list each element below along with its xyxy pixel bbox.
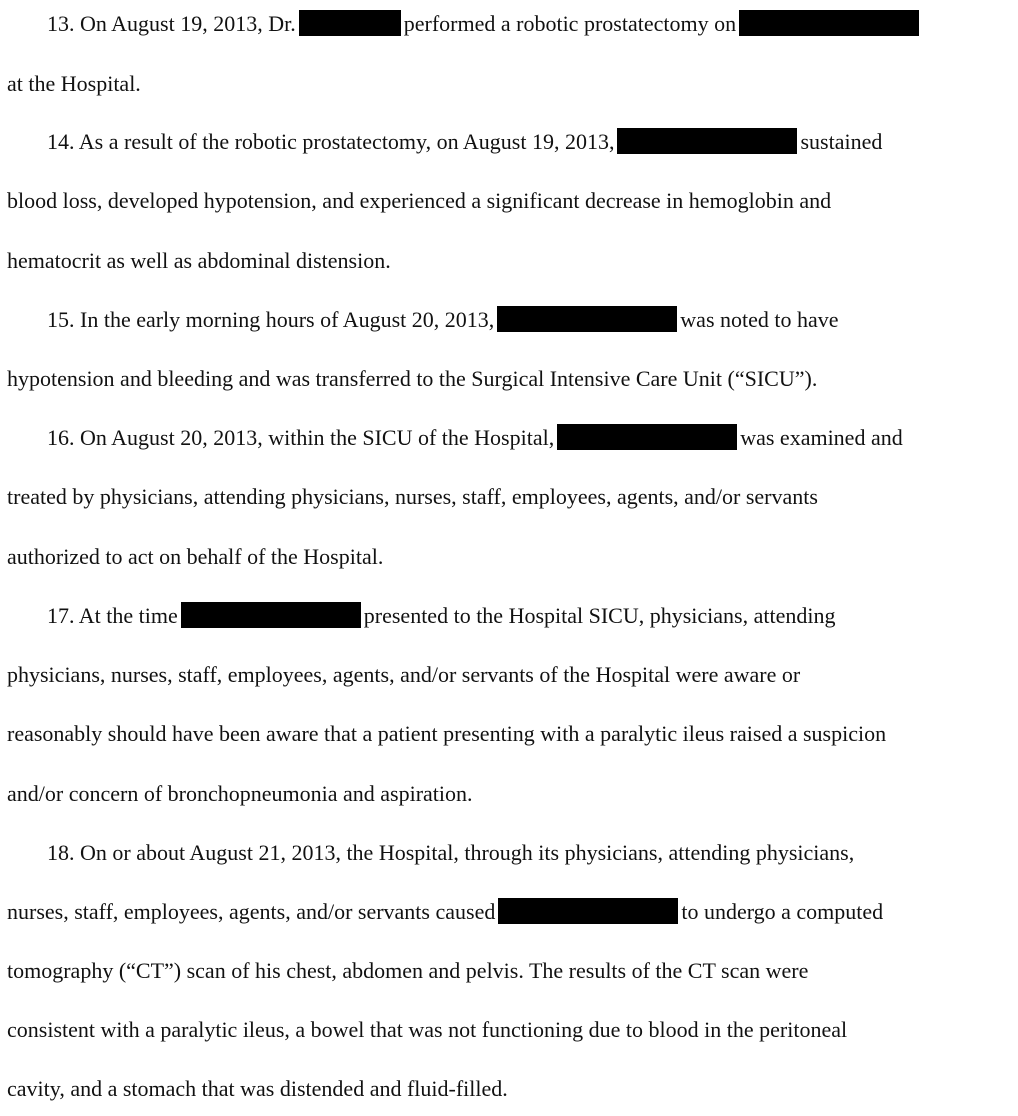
redaction-bar: [181, 602, 361, 628]
paragraph-text: As a result of the robotic prostatectomy, on August 19, 2013,: [78, 129, 615, 154]
paragraph-number: 13.: [47, 11, 75, 36]
paragraph-text: to undergo a computed: [681, 899, 884, 924]
redaction-bar: [739, 10, 919, 36]
redaction-bar: [299, 10, 401, 36]
redaction-bar: [497, 306, 677, 332]
paragraph-18-line-4: [7, 1015, 847, 1045]
paragraph-text: presented to the Hospital SICU, physicians, attending: [363, 603, 836, 628]
paragraph-text: tomography (“CT”) scan of his chest, abdomen and pelvis. The results of the CT scan were: [7, 958, 809, 983]
paragraph-13-line-2: [7, 69, 141, 99]
paragraph-text: nurses, staff, employees, agents, and/or servants caused: [7, 899, 496, 924]
paragraph-text: On or about August 21, 2013, the Hospital, through its physicians, attending physicians,: [80, 840, 855, 865]
redaction-bar: [498, 898, 678, 924]
paragraph-text: and/or concern of bronchopneumonia and aspiration.: [7, 781, 473, 806]
paragraph-16-line-3: [7, 542, 383, 572]
paragraph-18-line-1: [47, 838, 854, 868]
paragraph-15-line-2: [7, 364, 817, 394]
paragraph-text: At the time: [78, 603, 178, 628]
paragraph-text: In the early morning hours of August 20, 2013,: [80, 307, 495, 332]
paragraph-text: at the Hospital.: [7, 71, 141, 96]
paragraph-text: blood loss, developed hypotension, and experienced a significant decrease in hemoglobin and: [7, 188, 832, 213]
paragraph-14-line-1: [47, 127, 882, 157]
paragraph-17-line-4: [7, 779, 473, 809]
paragraph-number: 18.: [47, 840, 75, 865]
paragraph-text: treated by physicians, attending physicians, nurses, staff, employees, agents, and/or servants: [7, 484, 818, 509]
paragraph-text: performed a robotic prostatectomy on: [403, 11, 737, 36]
paragraph-17-line-3: [7, 719, 886, 749]
paragraph-text: physicians, nurses, staff, employees, agents, and/or servants of the Hospital were aware or: [7, 662, 801, 687]
paragraph-18-line-2: [7, 897, 883, 927]
paragraph-number: 17.: [47, 603, 75, 628]
paragraph-text: On August 19, 2013, Dr.: [80, 11, 296, 36]
redaction-bar: [557, 424, 737, 450]
paragraph-text: cavity, and a stomach that was distended and fluid-filled.: [7, 1076, 508, 1101]
paragraph-text: sustained: [800, 129, 883, 154]
paragraph-16-line-2: [7, 482, 818, 512]
paragraph-number: 15.: [47, 307, 75, 332]
redaction-bar: [617, 128, 797, 154]
paragraph-14-line-2: [7, 186, 831, 216]
paragraph-17-line-2: [7, 660, 800, 690]
paragraph-text: On August 20, 2013, within the SICU of the Hospital,: [80, 425, 555, 450]
paragraph-text: hypotension and bleeding and was transferred to the Surgical Intensive Care Unit (“SICU”).: [7, 366, 818, 391]
paragraph-15-line-1: [47, 305, 839, 335]
paragraph-17-line-1: [47, 601, 835, 631]
paragraph-number: 14.: [47, 129, 75, 154]
paragraph-text: authorized to act on behalf of the Hospital.: [7, 544, 384, 569]
paragraph-18-line-5: [7, 1074, 508, 1104]
paragraph-text: hematocrit as well as abdominal distension.: [7, 248, 391, 273]
paragraph-number: 16.: [47, 425, 75, 450]
paragraph-13-line-1: [47, 9, 922, 39]
paragraph-16-line-1: [47, 423, 903, 453]
paragraph-text: was examined and: [740, 425, 903, 450]
paragraph-18-line-3: [7, 956, 808, 986]
paragraph-text: reasonably should have been aware that a patient presenting with a paralytic ileus raised a suspicion: [7, 721, 887, 746]
paragraph-text: consistent with a paralytic ileus, a bowel that was not functioning due to blood in the peritoneal: [7, 1017, 848, 1042]
paragraph-14-line-3: [7, 246, 391, 276]
paragraph-text: was noted to have: [680, 307, 839, 332]
